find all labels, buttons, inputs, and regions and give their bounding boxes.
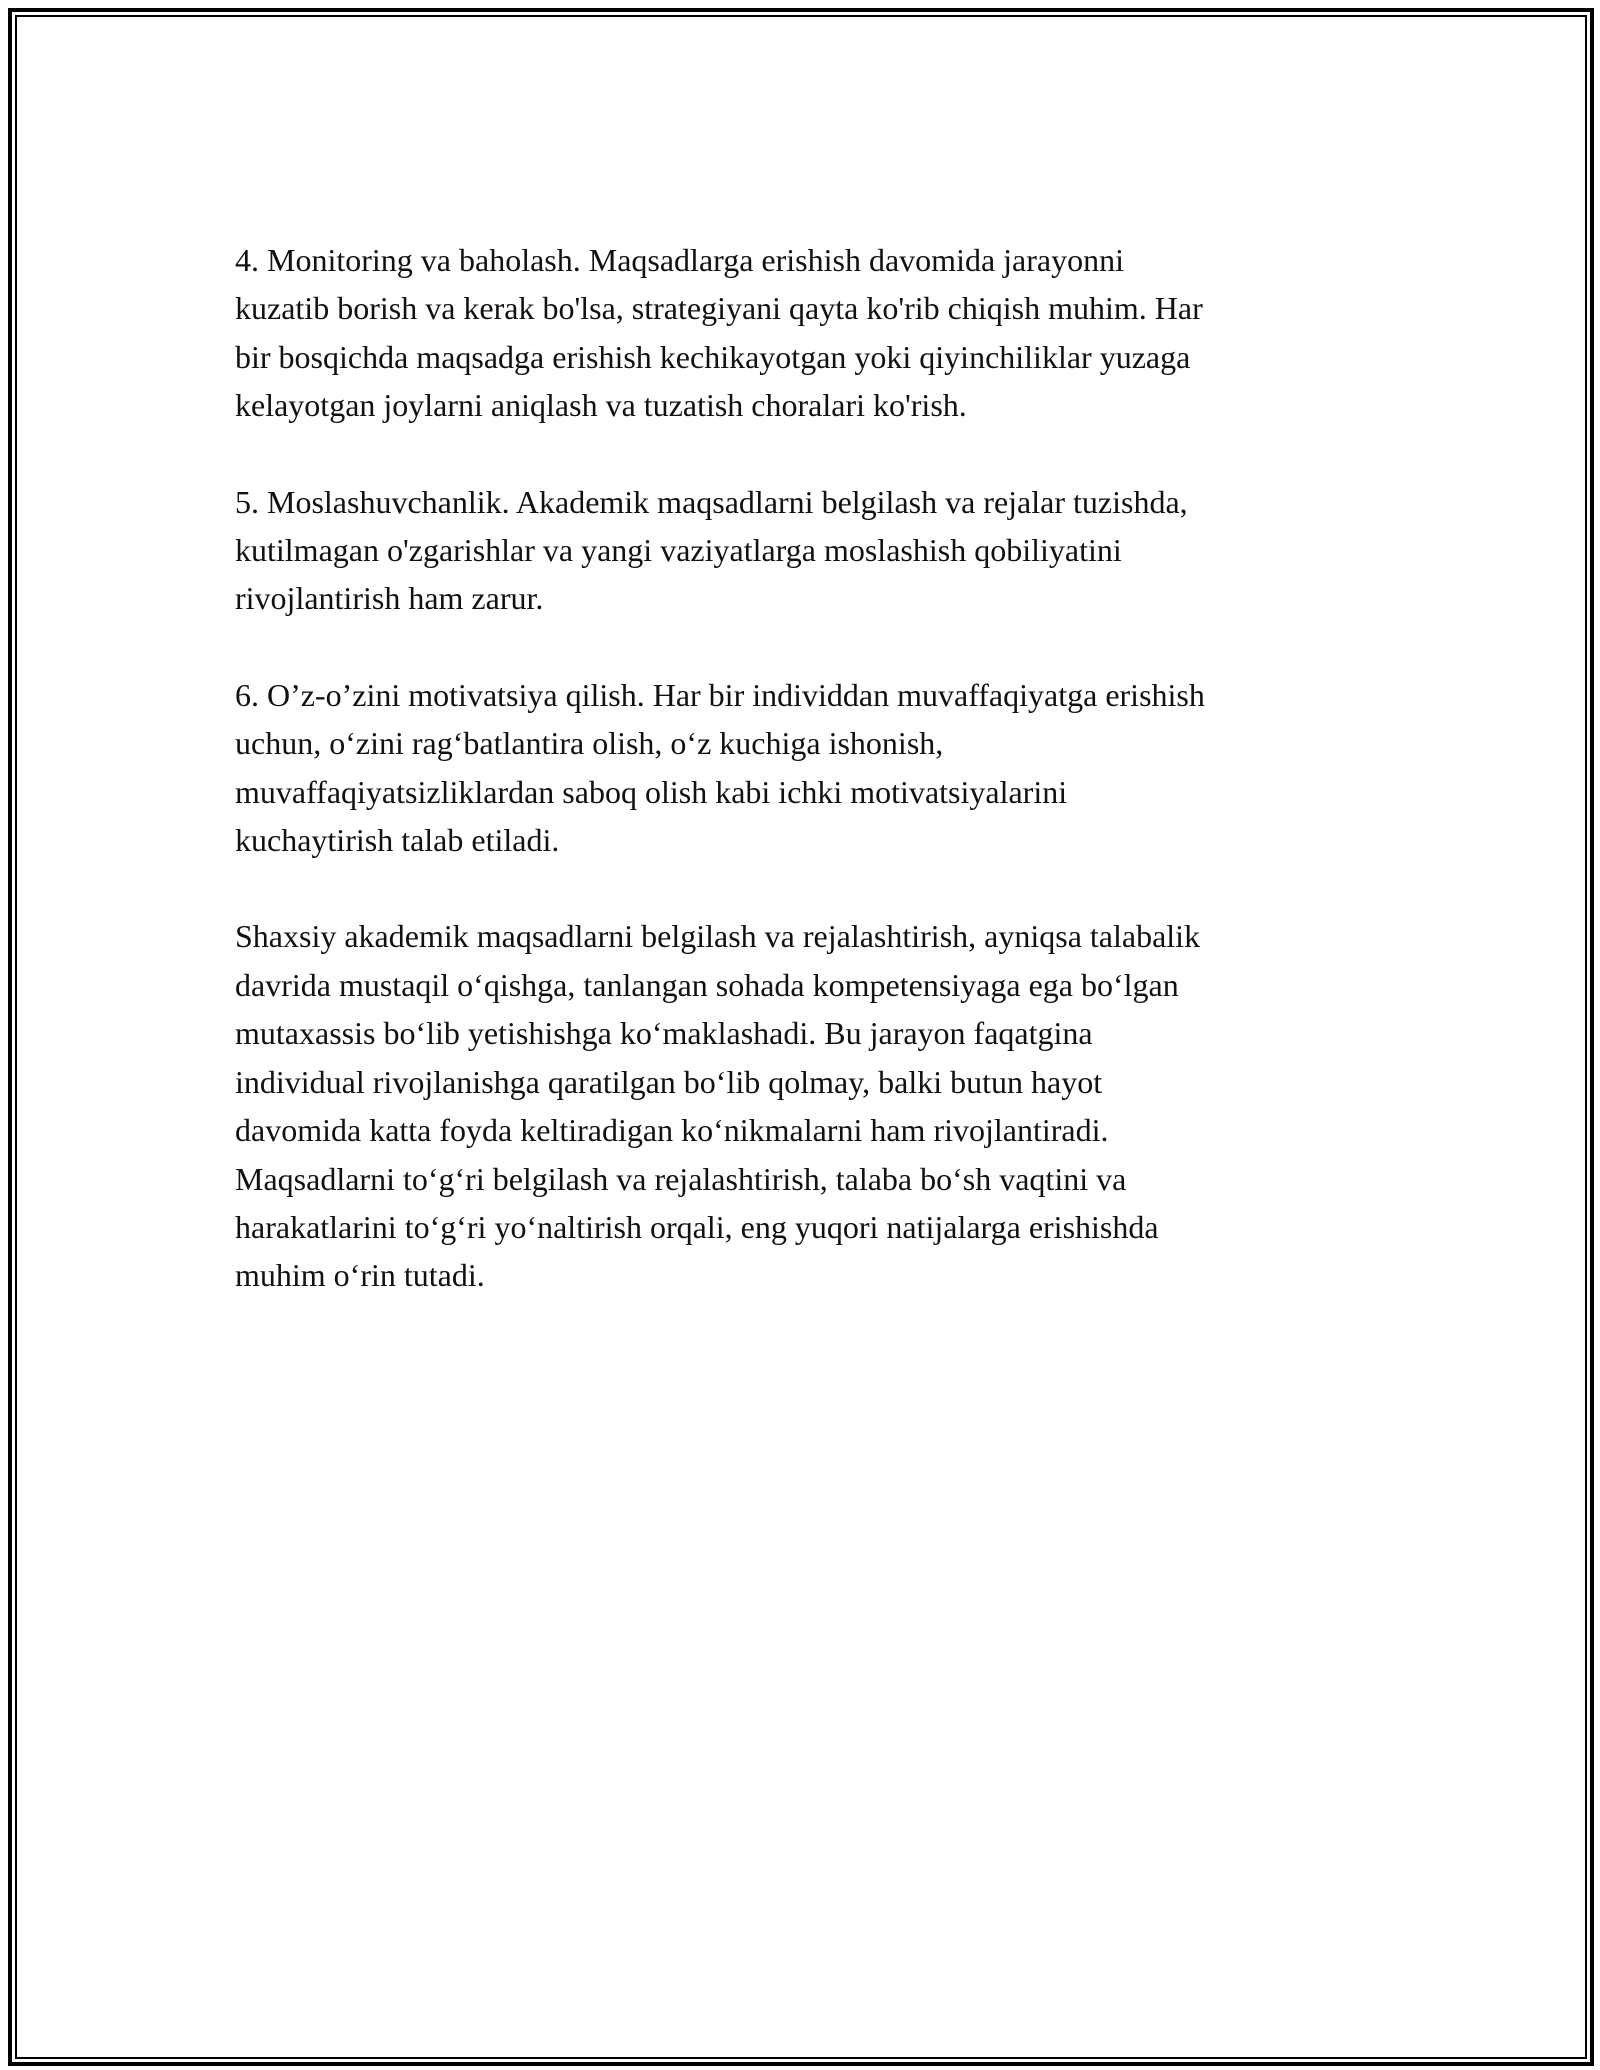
paragraph-monitoring: 4. Monitoring va baholash. Maqsadlarga erishish davomida jarayonni kuzatib borish va kerak bo'lsa, strategiyani qayta ko'rib chiqish muhim. Har bir bosqichda maqsadga erishish kechikayotgan yoki qiyinchiliklar yuzaga kelayotgan joylarni aniqlash va tuzatish choralari ko'rish. [235,242,1203,424]
paragraph-conclusion: Shaxsiy akademik maqsadlarni belgilash va rejalashtirish, ayniqsa talabalik davrida mustaqil o‘qishga, tanlangan sohada kompetensiyaga ega bo‘lgan mutaxassis bo‘lib yetishishga ko‘maklashadi. Bu jarayon faqatgina individual rivojlanishga qaratilgan bo‘lib qolmay, balki butun hayot davomida katta foyda keltiradigan ko‘nikmalarni ham rivojlantiradi. Maqsadlarni to‘g‘ri belgilash va rejalashtirish, talaba bo‘sh vaqtini va harakatlarini to‘g‘ri yo‘naltirish orqali, eng yuqori natijalarga erishishda muhim o‘rin tutadi. [235,918,1201,1294]
paragraph-self-motivation: 6. O’z-o’zini motivatsiya qilish. Har bir individdan muvaffaqiyatga erishish uchun, o‘zini rag‘batlantira olish, o‘z kuchiga ishonish, muvaffaqiyatsizliklardan saboq olish kabi ichki motivatsiyalarini kuchaytirish talab etiladi. [235,676,1205,859]
paragraph-flexibility: 5. Moslashuvchanlik. Akademik maqsadlarni belgilash va rejalar tuzishda, kutilmagan o'zgarishlar va yangi vaziyatlarga moslashish qobiliyatini rivojlantirish ham zarur. [235,483,1188,617]
document-body [235,236,1365,1348]
